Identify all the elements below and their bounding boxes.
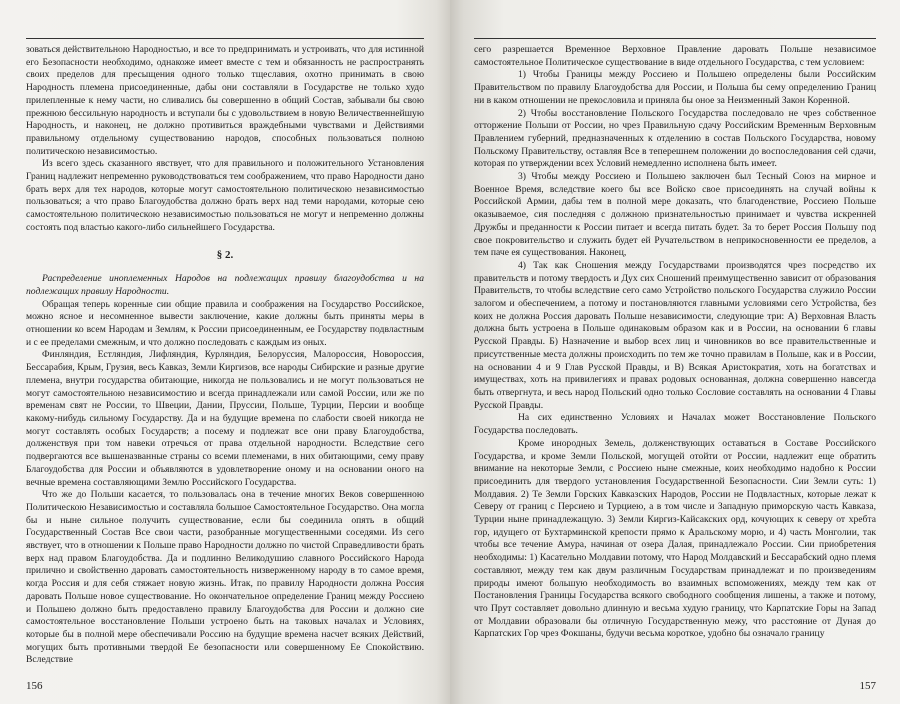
paragraph: сего разрешается Временное Верховное Правление даровать Польше независимое самостоятельное Политическое существование в виде отдельного Государства, с тем условием:: [474, 44, 876, 68]
numbered-paragraph: 4) Так как Сношения между Государствами производятся чрез посредство их правительств и потому твердость и Дух сих Сношений преимущественно зависит от образования Правительств, то чтобы вследствие сего само Устройство польского Государства служило России залогом и обеспечением, а потому и постановляются главными условиями сего Устройства, без коих не должна Россия даровать Польше независимости, следующие три: А) Верховная Власть должна быть устроена в Польше одинаковым образом как и в России, на основании 6 главы Русской Правды. Б) Назначение и выбор всех лиц и чиновников во все правительственные и присутственные места должны происходить по тем же точно правилам в Польше, как и в России, на основании 4 и 9 Глав Русской Правды, и В) Всякая Аристократия, хоть на богатствах и имуществах, хоть на привилегиях и правах родовых основанная, должна совершенно навсегда быть отвергнута, и весь народ Польский одно только Сословие составлять на основании 4 Главы Русской Правды.: [474, 259, 876, 411]
page-number: 157: [859, 680, 876, 692]
section-heading: § 2.: [216, 248, 234, 261]
paragraph: На сих единственно Условиях и Началах может Восстановление Польского Государства последовать.: [474, 412, 876, 437]
right-page-text: [474, 44, 876, 641]
numbered-paragraph: 3) Чтобы между Россиею и Польшею заключен был Тесный Союз на мирное и Военное Время, вследствие коего бы все Войско свое присоединять на случай войны к Российской Армии, дабы тем в полной мере доказать, что благоденствие, Россиею Польше оказываемое, сия последняя с должною признательностью принимает и чувства искренней Дружбы и преданности к России питает и всегда питать будет. За то берет Россия Польшу под свое покровительство и служить будет ей Ручательством в неприкосновенности ее пределов, а тем паче ея существования. Наконец,: [474, 171, 876, 259]
paragraph: зоваться действительною Народностью, и все то предпринимать и устроивать, что для истинной его Безопасности необходимо, однакоже имеет вместе с тем и обязанность не распространять своих пределов для пресыщения одного только тщеславия, охотно принимать в свою Народность племена присоединенные, дабы они составляли в Государстве не только худо прилепленные к нему части, но сливались бы совершенно в общий Состав, забывали бы свою прежнюю бессильную народность и вступали бы с удовольствием в новую Величественнейшую Народность, и наконец, не должно противиться враждебными чувствами и Действиями правильному отдельному существованию народов, способных пользоваться полною политическою независимостью.: [26, 44, 424, 157]
paragraph: Что же до Польши касается, то пользовалась она в течение многих Веков совершенною Политическою Независимостью и составляла большое Самостоятельное Государство. Она могла бы и ныне сильное получить существование, если бы соединила опять в общий Государственный Состав Все свои части, разобранные могущественными соседями. Из сего явствует, что в отношении к Польше право Народности должно по чистой Справедливости брать верх над правом Благоудобства. Да и подлинно Великодушию славного Российского Народа прилично и свойственно даровать самостоятельность низверженному народу в то самое время, когда Россия и для себя стяжает новую жизнь. Итак, по правилу Народности должна Россия даровать Польше новое существование. Но окончательное определение Границ между Россиею и Польшею должно быть предоставлено правилу Благоудобства для России и должно сие самостоятельное восстановление Польши устроено быть на таковых началах и Условиях, которые бы в полной мере обеспечивали Россию на будущие времена насчет всяких Действий, могущих быть противными твердой Ее безопасности или совершенному Ее Спокойствию. Вследствие: [26, 489, 424, 666]
paragraph: Кроме инородных Земель, долженствующих оставаться в Составе Российского Государства, и кроме Земли Польской, могущей отойти от России, надлежит еще обратить внимание на некоторые Земли, с Россиею ныне смежные, коих необходимо надобно к России присоединить для твердого установления Государственной Безопасности. Сии Земли суть: 1) Молдавия. 2) Те Земли Горских Кавказских Народов, России не Подвластных, которые лежат к Северу от границ с Персиею и Турциею, а в том числе и Западную приморскую часть Кавказа, Турции ныне принадлежащую. 3) Земли Киргиз-Кайсакских орд, кочующих к северу от хребта гор, идущего от Бухтарминской крепости прямо к Аральскому морю, и 4) часть Монголии, так чтобы все течение Амура, начиная от озера Далая, принадлежало России. Сии приобретения необходимы: 1) Касательно Молдавии потому, что Народ Молдавский и Бессарабский одно племя составляют, между тем как двум различным Государствам принадлежат и по произведениям природы имеют большую необходимость во взаимных вспоможениях, между тем как от Постановления Границы Государства всякого свободного сообщения лишены, а также и потому, что Прут составляет довольно длинную и весьма худую границу, что Карпатские Горы на Запад от Молдавии образовали бы отличную Государственную межу, что расстояние от Дуная до Карпатских Гор чрез Фокшаны, будучи весьма короткое, удобно бы означало границу: [474, 437, 876, 640]
paragraph: Обращая теперь коренные сии общие правила и соображения на Государство Российское, можно ясное и несомненное вывести заключение, какие должны быть приняты меры в отношении ко всем Народам и Землям, к России присоединенным, ее Государству подвластным и с ее пределами смежным, и что должно последовать с каждым из оных.: [26, 298, 424, 348]
numbered-paragraph: 2) Чтобы восстановление Польского Государства последовало не чрез собственное отторжение Польши от России, но чрез Правильную сдачу Российским Временным Верховным Правлением губерний, предназначенных к отделению в состав Польского Государства, новому Польскому Правительству, оставляя Все в теперешнем положении до воспоследования сей сдачи, которая по утверждении всех Условий немедленно исполнена быть имеет.: [474, 107, 876, 170]
top-rule: [474, 38, 876, 39]
right-page: [450, 0, 900, 704]
paragraph: Из всего здесь сказанного явствует, что для правильного и положительного Установления Границ надлежит непременно руководствоваться тем соображением, что право Народности дано брать верх для тех народов, которые могут самостоятельною политическою независимостью пользоваться; а что право Благоудобства должно брать верх над теми народами, которые сею самостоятельною политическою независимостью пользоваться не могут и непременно должны состоять под властью какого-либо сильнейшего Государства.: [26, 158, 424, 233]
top-rule: [26, 38, 424, 39]
section-subtitle: Распределение иноплеменных Народов на подлежащих правилу благоудобства и на подлежащих правилу Народности.: [26, 273, 424, 297]
page-number: 156: [26, 680, 43, 692]
left-page-text: [26, 44, 424, 667]
numbered-paragraph: 1) Чтобы Границы между Россиею и Польшею определены были Российским Правительством по правилу Благоудобства для России, и Польша бы сему определению Границ ни в каком отношении не прекословила и приняла бы оное за Неизменный Закон Коренной.: [474, 69, 876, 106]
paragraph: Финляндия, Естляндия, Лифляндия, Курляндия, Белоруссия, Малороссия, Новороссия, Бессарабия, Крым, Грузия, весь Кавказ, Земли Киргизов, все народы Сибирские и разные другие племена, внутри государства обитающие, никогда не пользовались и не могут пользоваться не могут самостоятельною независимостию и всегда принадлежали или самой России, или же по временам свят не России, то Швеции, Дании, Пруссии, Польше, Турции, Персии и вообще какому-нибудь сильному Государству. Да и на будущие времена по слабости своей никогда не могут составлять особых Государств; а посему и подлежат все они праву Благоудобства, долженствуя при том навеки отречься от права отдельной народности. Вследствие сего подвергаются все вышеназванные страны со всеми племенами, в них обитающими, сему праву Благоудобства для России и объявляются в удовлетворение оному и на основании оного на вечные времена составляющими Землю Российского Государства.: [26, 349, 424, 488]
